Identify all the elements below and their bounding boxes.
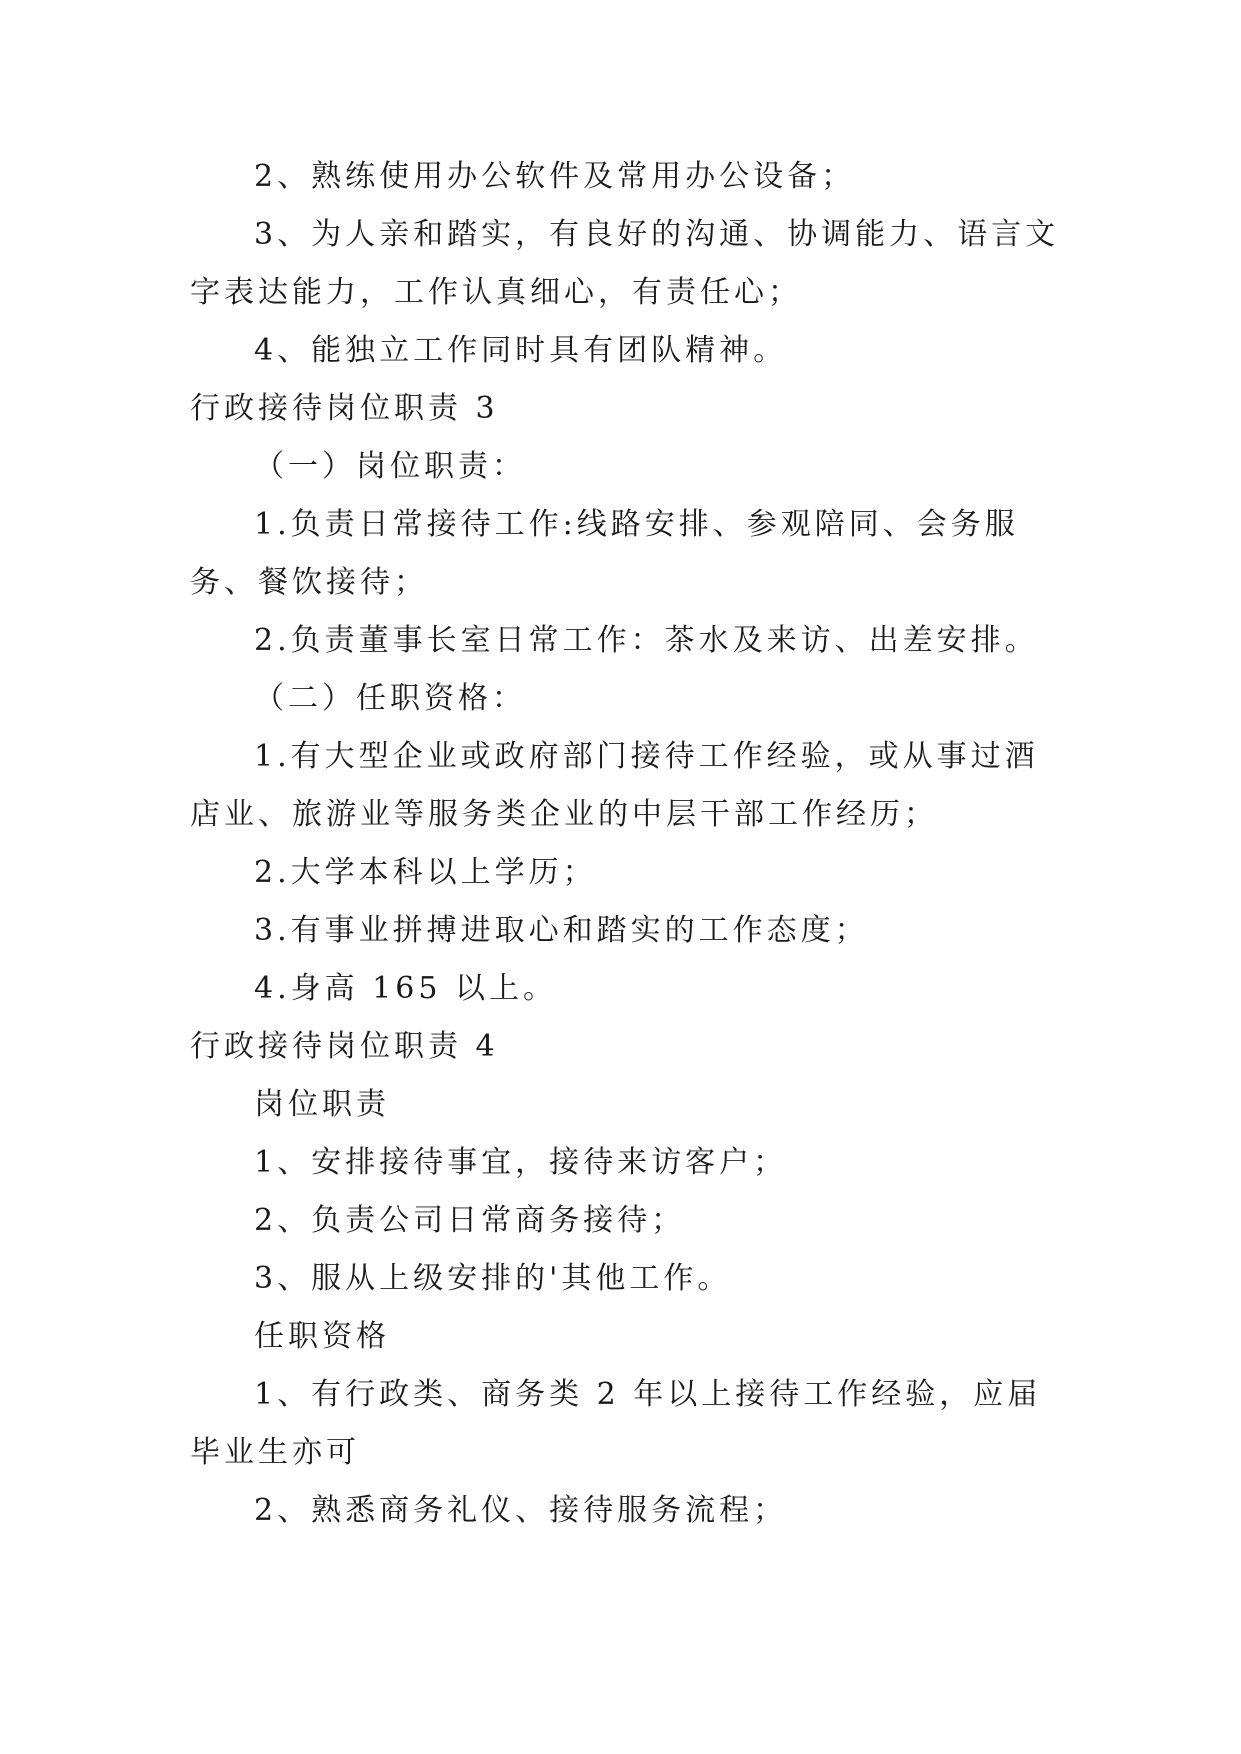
section-heading: 行政接待岗位职责 3 (190, 391, 499, 426)
list-item: 1、安排接待事宜，接待来访客户； (254, 1145, 788, 1180)
list-item: 1.有大型企业或政府部门接待工作经验，或从事过酒店业、旅游业等服务类企业的中层干部工作经历； (190, 739, 1039, 832)
list-item: 2、熟练使用办公软件及常用办公设备； (254, 159, 856, 194)
list-item: 3、为人亲和踏实，有良好的沟通、协调能力、语言文字表达能力，工作认真细心，有责任心； (190, 217, 1060, 310)
list-item: 2、负责公司日常商务接待； (254, 1203, 686, 1238)
list-item: 1.负责日常接待工作:线路安排、参观陪同、会务服务、餐饮接待； (190, 507, 1019, 600)
list-item: 4、能独立工作同时具有团队精神。 (254, 333, 788, 368)
list-item: 2、熟悉商务礼仪、接待服务流程； (254, 1493, 788, 1528)
subsection-heading: 任职资格 (254, 1319, 390, 1354)
subsection-heading: （二）任职资格： (254, 681, 526, 716)
list-item: 3.有事业拼搏进取心和踏实的工作态度； (254, 913, 869, 948)
subsection-heading: 岗位职责 (254, 1087, 390, 1122)
list-item: 2.大学本科以上学历； (254, 855, 597, 890)
list-item: 2.负责董事长室日常工作：茶水及来访、出差安排。 (254, 623, 1039, 658)
list-item: 4.身高 165 以上。 (254, 971, 557, 1006)
document-body (190, 148, 1060, 1540)
list-item: 1、有行政类、商务类 2 年以上接待工作经验，应届毕业生亦可 (190, 1377, 1042, 1470)
section-heading: 行政接待岗位职责 4 (190, 1029, 499, 1064)
subsection-heading: （一）岗位职责： (254, 449, 526, 484)
list-item: 3、服从上级安排的'其他工作。 (254, 1261, 732, 1296)
